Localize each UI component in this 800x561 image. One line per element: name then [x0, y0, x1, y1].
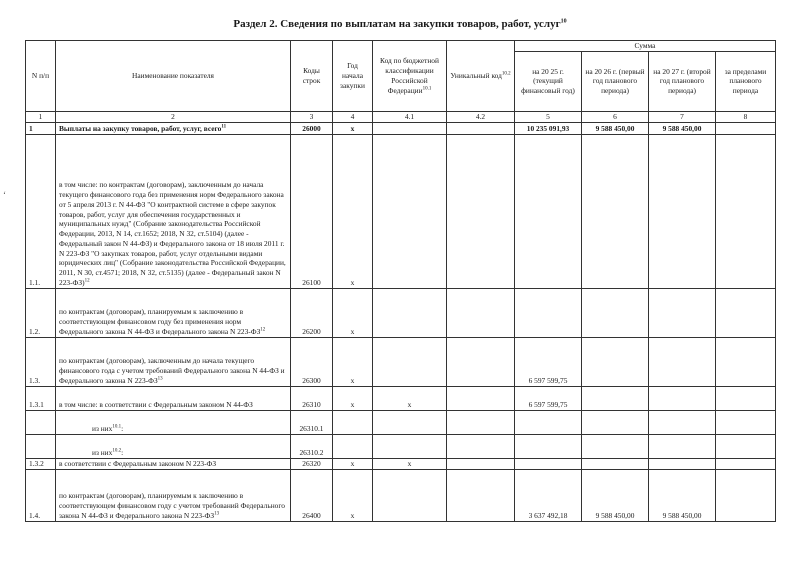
row-name — [56, 337, 291, 386]
row-number: 1.3.1 — [26, 386, 56, 410]
section-title-sup: 10 — [560, 18, 567, 25]
row-sum-y4 — [716, 134, 776, 288]
colnum: 7 — [649, 111, 716, 122]
colnum: 4.2 — [447, 111, 515, 122]
row-name-sup: 10.1 — [112, 424, 122, 430]
row-sum-y2 — [582, 134, 649, 288]
row-sum-y4 — [716, 469, 776, 521]
row-bk — [373, 469, 447, 521]
row-sum-y3 — [649, 458, 716, 469]
row-name-sup: 10.2 — [112, 448, 122, 454]
row-sum-y4 — [716, 434, 776, 458]
row-sum-y2 — [582, 458, 649, 469]
row-uniq — [447, 134, 515, 288]
table-row — [26, 134, 776, 288]
row-year: x — [333, 122, 373, 134]
header-y1: на 20 25 г. (текущий финансовый год) — [515, 51, 582, 111]
row-sum-y4 — [716, 410, 776, 434]
row-number — [26, 434, 56, 458]
row-number: 1.1. — [26, 134, 56, 288]
row-number: 1.3. — [26, 337, 56, 386]
row-year: x — [333, 288, 373, 337]
row-name — [56, 458, 291, 469]
row-year: x — [333, 386, 373, 410]
row-number: 1 — [26, 122, 56, 134]
row-sum-y1 — [515, 288, 582, 337]
row-sum-y3: 9 588 450,00 — [649, 122, 716, 134]
row-bk: x — [373, 458, 447, 469]
header-y2: на 20 26 г. (первый год планового периода) — [582, 51, 649, 111]
row-sum-y4 — [716, 288, 776, 337]
row-name-suffix: : — [121, 448, 124, 457]
row-sum-y4 — [716, 122, 776, 134]
row-bk — [373, 288, 447, 337]
row-uniq — [447, 410, 515, 434]
row-bk — [373, 337, 447, 386]
row-name-text: из них — [92, 448, 113, 457]
row-sum-y2 — [582, 410, 649, 434]
row-code: 26000 — [291, 122, 333, 134]
section-title-text: Раздел 2. Сведения по выплатам на закупки товаров, работ, услуг — [233, 18, 561, 30]
colnum: 2 — [56, 111, 291, 122]
row-sum-y2 — [582, 434, 649, 458]
row-name — [56, 134, 291, 288]
row-name-sup: 13 — [157, 376, 163, 382]
row-code: 26400 — [291, 469, 333, 521]
row-name — [56, 469, 291, 521]
header-y3: на 20 27 г. (второй год планового периода) — [649, 51, 716, 111]
row-name-text: в том числе: по контрактам (договорам), заключенным до начала текущего финансового года без применения норм Федерального закона от 5 апреля 2013 г. N 44-ФЗ "О контрактной системе в сфере закупок товаров, работ, услуг для обеспечения государственных и муниципальных нужд" (Собрание законодательства Российской Федерации, 2013, N 14, ст.1652; 2018, N 32, ст.5104) (далее - Федеральный закон N 44-ФЗ) и Федерального закона от 18 июля 2011 г. N 223-ФЗ "О закупках товаров, работ, услуг отдельными видами юридических лиц" (Собрание законодательства Российской Федерации, 2011, N 30, ст.4571; 2018, N 32, ст.5135) (далее - Федеральный закон N 223-ФЗ) — [59, 180, 286, 287]
row-uniq — [447, 122, 515, 134]
row-code: 26300 — [291, 337, 333, 386]
row-number — [26, 410, 56, 434]
table-row — [26, 386, 776, 410]
row-sum-y3 — [649, 434, 716, 458]
row-number: 1.3.2 — [26, 458, 56, 469]
table-row — [26, 458, 776, 469]
row-name — [56, 386, 291, 410]
row-year: x — [333, 134, 373, 288]
header-code: Коды строк — [291, 41, 333, 112]
row-sum-y2: 9 588 450,00 — [582, 469, 649, 521]
row-code: 26100 — [291, 134, 333, 288]
row-uniq — [447, 469, 515, 521]
header-bk-sup: 10.1 — [422, 86, 432, 92]
row-bk — [373, 134, 447, 288]
row-bk — [373, 410, 447, 434]
column-number-row — [26, 111, 776, 122]
row-sum-y2 — [582, 288, 649, 337]
row-uniq — [447, 434, 515, 458]
row-bk — [373, 122, 447, 134]
row-uniq — [447, 337, 515, 386]
row-code: 26310.1 — [291, 410, 333, 434]
row-name — [56, 288, 291, 337]
header-uniq — [447, 41, 515, 112]
row-sum-y2: 9 588 450,00 — [582, 122, 649, 134]
header-uniq-sup: 10.2 — [501, 71, 511, 77]
row-bk: x — [373, 386, 447, 410]
row-name-sup: 12 — [84, 278, 90, 284]
table-row — [26, 410, 776, 434]
row-name-text: в том числе: в соответствии с Федеральным законом N 44-ФЗ — [59, 400, 253, 409]
table-row — [26, 337, 776, 386]
row-sum-y4 — [716, 458, 776, 469]
row-sum-y1 — [515, 434, 582, 458]
row-name — [56, 122, 291, 134]
row-name-text: Выплаты на закупку товаров, работ, услуг, всего — [59, 124, 222, 133]
row-number: 1.4. — [26, 469, 56, 521]
row-code: 26320 — [291, 458, 333, 469]
header-bk-text: Код по бюджетной классификации Российской Федерации — [380, 56, 439, 95]
scan-mark: ʻ — [3, 190, 6, 200]
row-sum-y1: 3 637 492,18 — [515, 469, 582, 521]
table-row — [26, 288, 776, 337]
row-sum-y3 — [649, 386, 716, 410]
section-title — [0, 18, 800, 30]
table-body — [26, 122, 776, 521]
row-uniq — [447, 288, 515, 337]
header-name: Наименование показателя — [56, 41, 291, 112]
row-year — [333, 434, 373, 458]
row-code: 26310.2 — [291, 434, 333, 458]
colnum: 6 — [582, 111, 649, 122]
row-sum-y3 — [649, 410, 716, 434]
row-name-text: из них — [92, 424, 113, 433]
header-bk — [373, 41, 447, 112]
row-sum-y3 — [649, 337, 716, 386]
table-row — [26, 122, 776, 134]
row-sum-y1: 6 597 599,75 — [515, 386, 582, 410]
header-num: N п/п — [26, 41, 56, 112]
row-year: x — [333, 469, 373, 521]
row-sum-y2 — [582, 337, 649, 386]
row-name-sup: 12 — [260, 327, 266, 333]
payments-table — [25, 40, 776, 522]
row-name-text: в соответствии с Федеральным законом N 223-ФЗ — [59, 459, 217, 468]
colnum: 3 — [291, 111, 333, 122]
row-sum-y1: 10 235 091,93 — [515, 122, 582, 134]
header-year: Год начала закупки — [333, 41, 373, 112]
colnum: 8 — [716, 111, 776, 122]
row-sum-y3: 9 588 450,00 — [649, 469, 716, 521]
row-code: 26200 — [291, 288, 333, 337]
row-name-sup: 11 — [221, 124, 227, 130]
row-name — [56, 410, 291, 434]
row-name-suffix: : — [121, 424, 124, 433]
row-sum-y2 — [582, 386, 649, 410]
table-row — [26, 434, 776, 458]
header-sum: Сумма — [515, 41, 776, 52]
row-name-text: по контрактам (договорам), планируемым к заключению в соответствующем финансовом году с учетом требований Федерального закона N 44-ФЗ и Федерального закона N 223-ФЗ — [59, 491, 285, 520]
row-number: 1.2. — [26, 288, 56, 337]
colnum: 1 — [26, 111, 56, 122]
colnum: 5 — [515, 111, 582, 122]
row-name-text: по контрактам (договорам), планируемым к заключению в соответствующем финансовом году без применения норм Федерального закона N 44-ФЗ и Федерального закона N 223-ФЗ — [59, 307, 261, 336]
header-uniq-text: Уникальный код — [450, 71, 502, 80]
row-sum-y3 — [649, 288, 716, 337]
row-sum-y1 — [515, 410, 582, 434]
colnum: 4 — [333, 111, 373, 122]
row-year: x — [333, 337, 373, 386]
row-name — [56, 434, 291, 458]
row-sum-y1: 6 597 599,75 — [515, 337, 582, 386]
row-name-sup: 13 — [214, 511, 220, 517]
row-code: 26310 — [291, 386, 333, 410]
row-year — [333, 410, 373, 434]
row-name-text: по контрактам (договорам), заключенным до начала текущего финансового года с учетом требований Федерального закона N 44-ФЗ и Федерального закона N 223-ФЗ — [59, 356, 285, 385]
header-y4: за пределами планового периода — [716, 51, 776, 111]
row-bk — [373, 434, 447, 458]
colnum: 4.1 — [373, 111, 447, 122]
row-sum-y4 — [716, 337, 776, 386]
row-uniq — [447, 458, 515, 469]
row-year: x — [333, 458, 373, 469]
row-sum-y1 — [515, 458, 582, 469]
row-uniq — [447, 386, 515, 410]
table-row — [26, 469, 776, 521]
row-sum-y3 — [649, 134, 716, 288]
row-sum-y4 — [716, 386, 776, 410]
row-sum-y1 — [515, 134, 582, 288]
